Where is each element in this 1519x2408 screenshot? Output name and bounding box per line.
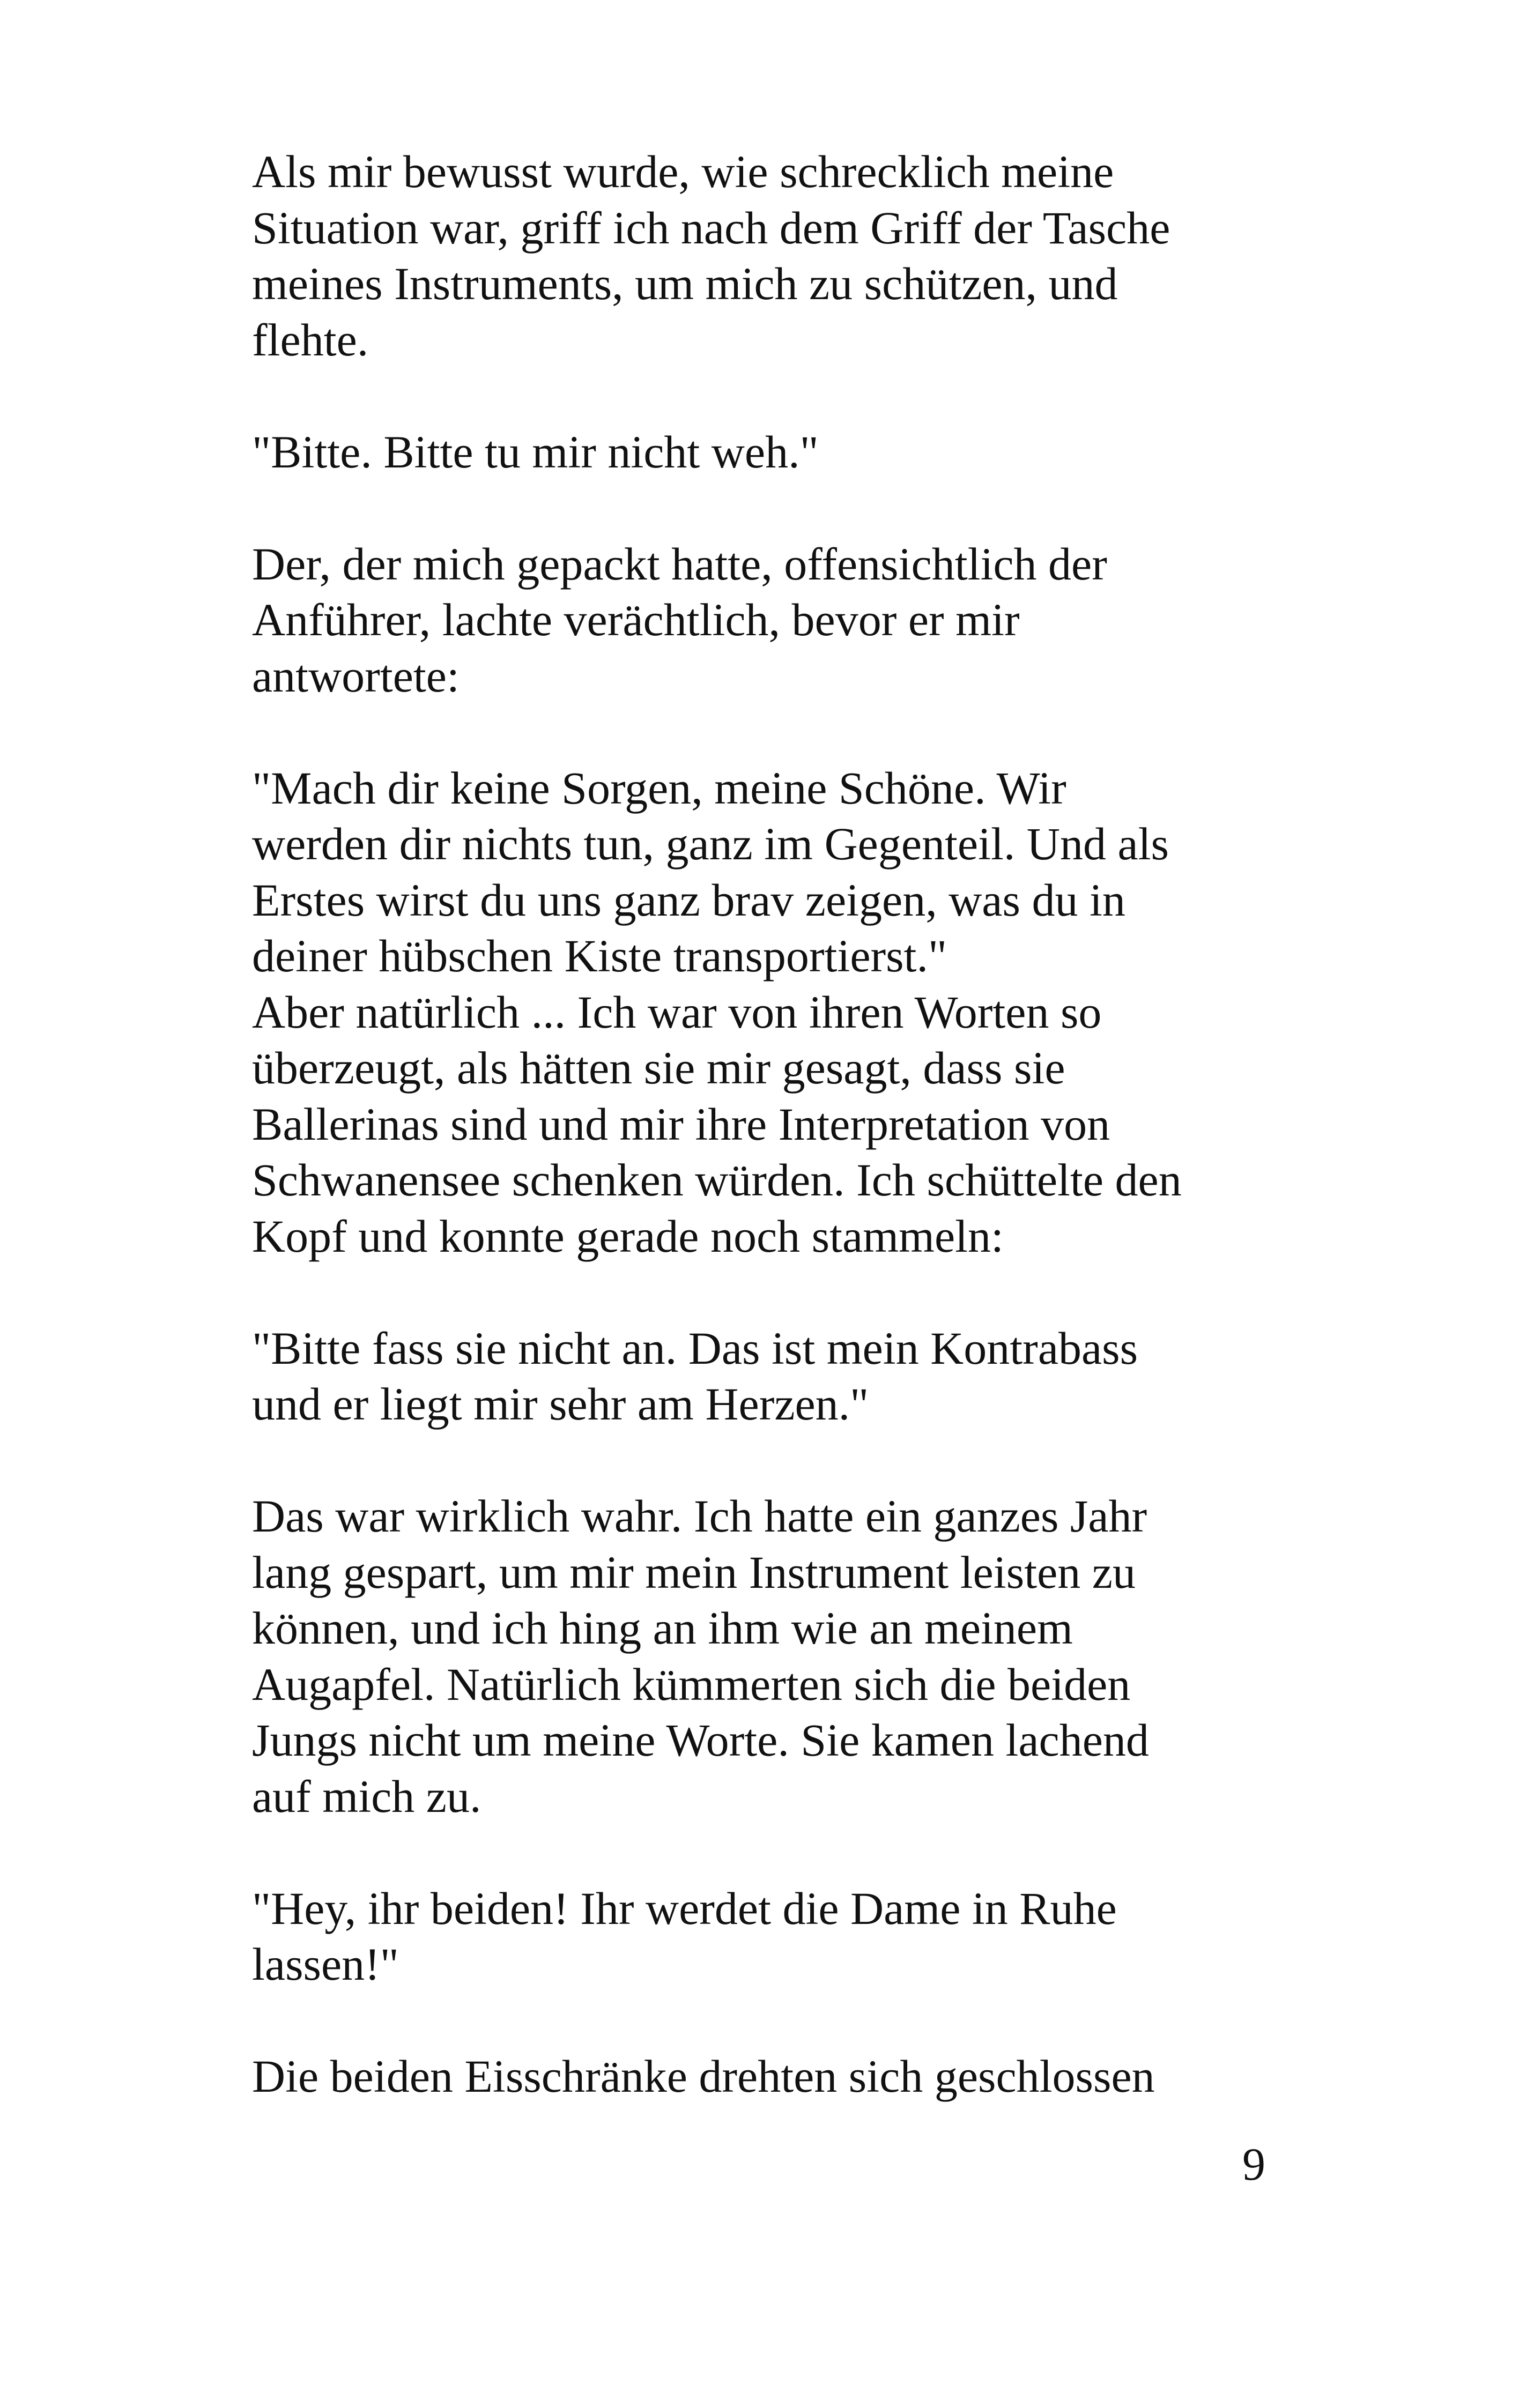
paragraph-spacer [252, 1432, 1324, 1489]
text-line: Ballerinas sind und mir ihre Interpretation von [252, 1098, 1110, 1150]
text-line: Die beiden Eisschränke drehten sich geschlossen [252, 2050, 1155, 2102]
text-line: lang gespart, um mir mein Instrument leisten zu [252, 1546, 1136, 1598]
text-line: lassen!" [252, 1938, 399, 1990]
text-line: Situation war, griff ich nach dem Griff der Tasche [252, 202, 1170, 254]
text-line: Anführer, lachte verächtlich, bevor er mir [252, 594, 1020, 645]
text-line: Kopf und konnte gerade noch stammeln: [252, 1210, 1004, 1262]
paragraph-spacer [252, 704, 1324, 760]
paragraph-1 [252, 144, 1324, 368]
text-line: "Mach dir keine Sorgen, meine Schöne. Wir [252, 762, 1066, 814]
text-line: und er liegt mir sehr am Herzen." [252, 1378, 869, 1430]
paragraph-spacer [252, 1824, 1324, 1881]
paragraph-spacer [252, 480, 1324, 536]
paragraph-spacer [252, 368, 1324, 424]
text-line: "Bitte fass sie nicht an. Das ist mein Kontrabass [252, 1322, 1138, 1374]
text-line: Der, der mich gepackt hatte, offensichtlich der [252, 538, 1107, 590]
text-line: Jungs nicht um meine Worte. Sie kamen lachend [252, 1714, 1149, 1766]
paragraph-4 [252, 760, 1324, 1265]
text-line: flehte. [252, 314, 369, 366]
paragraph-2 [252, 424, 1324, 480]
text-line: Schwanensee schenken würden. Ich schüttelte den [252, 1154, 1182, 1206]
paragraph-7 [252, 1881, 1324, 1993]
text-line: "Bitte. Bitte tu mir nicht weh." [252, 426, 819, 478]
paragraph-8 [252, 2048, 1324, 2105]
body-text [252, 144, 1324, 2105]
text-line: können, und ich hing an ihm wie an meinem [252, 1602, 1073, 1654]
text-line: deiner hübschen Kiste transportierst." [252, 930, 947, 982]
text-line: überzeugt, als hätten sie mir gesagt, dass sie [252, 1042, 1065, 1094]
paragraph-5 [252, 1320, 1324, 1432]
text-line: antwortete: [252, 650, 460, 702]
text-line: "Hey, ihr beiden! Ihr werdet die Dame in Ruhe [252, 1882, 1117, 1934]
text-line: werden dir nichts tun, ganz im Gegenteil. Und als [252, 818, 1169, 869]
text-line: Erstes wirst du uns ganz brav zeigen, was du in [252, 874, 1125, 926]
paragraph-spacer [252, 1993, 1324, 2049]
paragraph-6 [252, 1488, 1324, 1824]
text-line: Aber natürlich ... Ich war von ihren Worten so [252, 986, 1102, 1038]
text-line: Als mir bewusst wurde, wie schrecklich meine [252, 146, 1114, 197]
text-line: Augapfel. Natürlich kümmerten sich die beiden [252, 1658, 1131, 1710]
text-line: Das war wirklich wahr. Ich hatte ein ganzes Jahr [252, 1490, 1147, 1542]
text-line: auf mich zu. [252, 1770, 481, 1822]
page-number: 9 [1242, 2138, 1265, 2190]
paragraph-spacer [252, 1264, 1324, 1320]
text-line: meines Instruments, um mich zu schützen, und [252, 258, 1118, 309]
paragraph-3 [252, 536, 1324, 704]
